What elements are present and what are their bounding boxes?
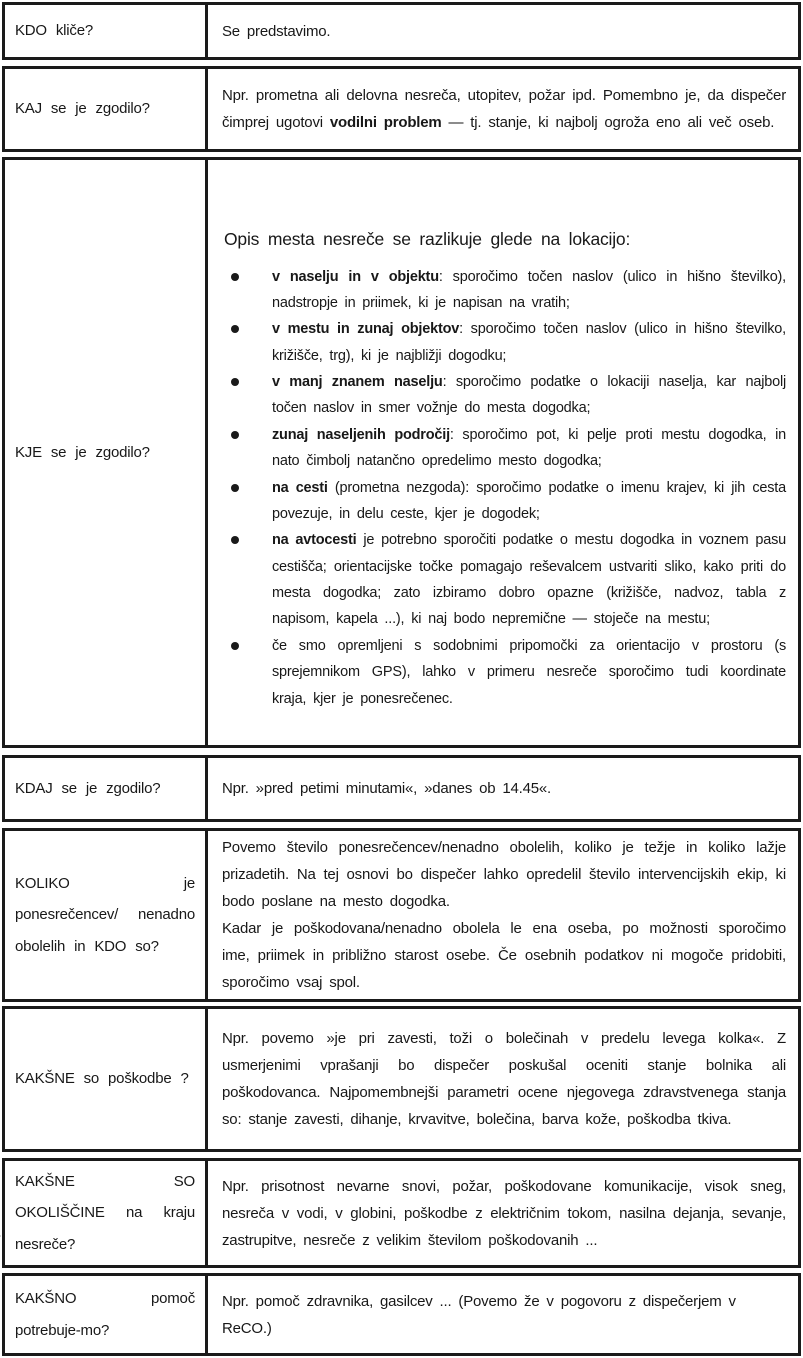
- answer-text: [222, 82, 786, 136]
- answer-cell: [208, 1161, 798, 1265]
- bullet-icon: [224, 264, 272, 317]
- question-label: KAKŠNE so poškodbe ?: [15, 1070, 189, 1088]
- answer-cell: [208, 1276, 798, 1353]
- question-label: KJE se je zgodilo?: [15, 443, 150, 461]
- table-row-kdaj: [2, 755, 801, 822]
- answer-text: Npr. »pred petimi minutami«, »danes ob 14.45«.: [222, 780, 551, 797]
- bullet-icon: [224, 475, 272, 528]
- question-label: KAKŠNO pomoč potrebuje-mo?: [15, 1290, 195, 1339]
- question-cell: [5, 831, 208, 999]
- answer-text-bold: vodilni problem: [329, 114, 442, 131]
- answer-paragraph: Povemo število ponesrečencev/nenadno obolelih, koliko je težje in koliko lažje prizadetih. Na tej osnovi bo dispečer lahko opredelil število intervencijskih ekip, ki bodo poslane na mesto dogodka.: [222, 839, 786, 910]
- question-label: KDO kliče?: [15, 22, 94, 40]
- bullet-lead: zunaj naseljenih področij: [272, 426, 450, 443]
- location-intro: Opis mesta nesreče se razlikuje glede na lokacijo:: [224, 229, 631, 249]
- answer-paragraph: Kadar je poškodovana/nenadno obolela le ena oseba, po možnosti sporočimo ime, priimek in približno starost osebe. Če osebnih podatkov ni mogoče pridobiti, sporočimo vsaj spol.: [222, 920, 786, 991]
- answer-cell: [208, 831, 798, 999]
- bullet-icon: [224, 316, 272, 369]
- bullet-lead: na cesti: [272, 479, 328, 496]
- table-row-kdo-klice: [2, 2, 801, 60]
- table-row-kje: [2, 157, 801, 748]
- question-label: KOLIKO je ponesrečencev/ nenadno obolelih in KDO so?: [15, 874, 195, 955]
- bullet-lead: v naselju in v objektu: [272, 268, 439, 285]
- answer-cell: [208, 5, 798, 57]
- answer-text: Npr. prisotnost nevarne snovi, požar, poškodovane komunikacije, visok sneg, nesreča v vodi, v globini, poškodbe z električnim tokom, nasilna dejanja, sevanje, zastrupitve, nesreče z velikim številom poškodovanih ...: [222, 1177, 786, 1249]
- answer-cell: [208, 758, 798, 819]
- question-cell: [5, 1161, 208, 1265]
- question-cell: [5, 160, 208, 745]
- answer-text-post: — tj. stanje, ki najbolj ogroža eno ali več oseb.: [441, 114, 775, 131]
- table-row-kaj: [2, 66, 801, 152]
- list-item: [224, 633, 786, 712]
- answer-text-pre: Npr. prometna ali delovna nesreča, utopitev, požar ipd. Pomembno je, da dispečer čimprej ugotovi: [222, 87, 786, 131]
- bullet-lead: v mestu in zunaj objektov: [272, 321, 460, 338]
- answer-text: Npr. povemo »je pri zavesti, toži o bolečinah v predelu levega kolka«. Z usmerjenimi vprašanji bo dispečer poskušal oceniti stanje bolnika ali poškodovanca. Najpomembnejši parametri ocene njegovega zdravstvenega stanja so: stanje zavesti, dihanje, krvavitve, bolečina, barva kože, poškodba tkiva.: [222, 1030, 786, 1128]
- list-item: [224, 422, 786, 475]
- table-row-pomoc: [2, 1273, 801, 1356]
- table-row-poskodbe: [2, 1006, 801, 1152]
- list-item: [224, 527, 786, 633]
- answer-text: Npr. pomoč zdravnika, gasilcev ... (Povemo že v pogovoru z dispečerjem v ReCO.): [222, 1292, 736, 1337]
- question-label: KAJ se je zgodilo?: [15, 100, 150, 118]
- bullet-icon: [224, 369, 272, 422]
- table-row-okoliscine: [2, 1158, 801, 1268]
- question-cell: [5, 5, 208, 57]
- table-row-koliko: [2, 828, 801, 1002]
- copyright-watermark: [0, 1226, 1, 1356]
- question-label: KAKŠNE SO OKOLIŠČINE na kraju nesreče?: [15, 1172, 195, 1253]
- bullet-body: : sporočimo pot, ki pelje proti mestu dogodka, in nato čimbolj natančno opredelimo mesto dogodka;: [272, 426, 786, 470]
- question-cell: [5, 1276, 208, 1353]
- answer-cell: [208, 69, 798, 149]
- question-cell: [5, 1009, 208, 1149]
- bullet-body: : sporočimo točen naslov (ulico in hišno številko, križišče, trg), ki je najbližji dogodku;: [272, 321, 786, 364]
- location-bullet-list: [224, 264, 786, 712]
- bullet-body: : sporočimo podatke o lokaciji naselja, kar najbolj točen naslov in smer vožnje do mesta dogodka;: [272, 374, 786, 417]
- list-item: [224, 475, 786, 528]
- bullet-icon: [224, 633, 272, 712]
- bullet-lead: v manj znanem naselju: [272, 374, 443, 390]
- bullet-body: če smo opremljeni s sodobnimi pripomočki za orientacijo v prostoru (s sprejemnikom GPS), lahko v primeru nesreče sporočimo tudi koordinate kraja, kjer je ponesrečenec.: [272, 637, 786, 707]
- bullet-icon: [224, 422, 272, 475]
- bullet-lead: na avtocesti: [272, 532, 357, 549]
- bullet-icon: [224, 527, 272, 633]
- answer-cell: [208, 160, 798, 745]
- bullet-body: (prometna nezgoda): sporočimo podatke o imenu krajev, ki jih cesta povezuje, in delu ceste, kjer je dogodek;: [272, 479, 786, 522]
- list-item: [224, 264, 786, 317]
- question-cell: [5, 758, 208, 819]
- question-label: KDAJ se je zgodilo?: [15, 779, 161, 797]
- answer-cell: [208, 1009, 798, 1149]
- bullet-body: je potrebno sporočiti podatke o mestu dogodka in voznem pasu cestišča; orientacijske točke pomagajo reševalcem ustvariti sliko, kako priti do mesta dogodka; zato izbiramo dobro opazne (križišče, nadvoz, tabla z napisom, kapela ...), ki naj bodo nepremične — stoječe na mestu;: [272, 532, 786, 628]
- instruction-table: [2, 2, 801, 1356]
- list-item: [224, 316, 786, 369]
- question-cell: [5, 69, 208, 149]
- bullet-body: : sporočimo točen naslov (ulico in hišno številko), nadstropje in priimek, ki je napisan na vratih;: [272, 268, 787, 311]
- answer-text: Se predstavimo.: [222, 22, 331, 40]
- list-item: [224, 369, 786, 422]
